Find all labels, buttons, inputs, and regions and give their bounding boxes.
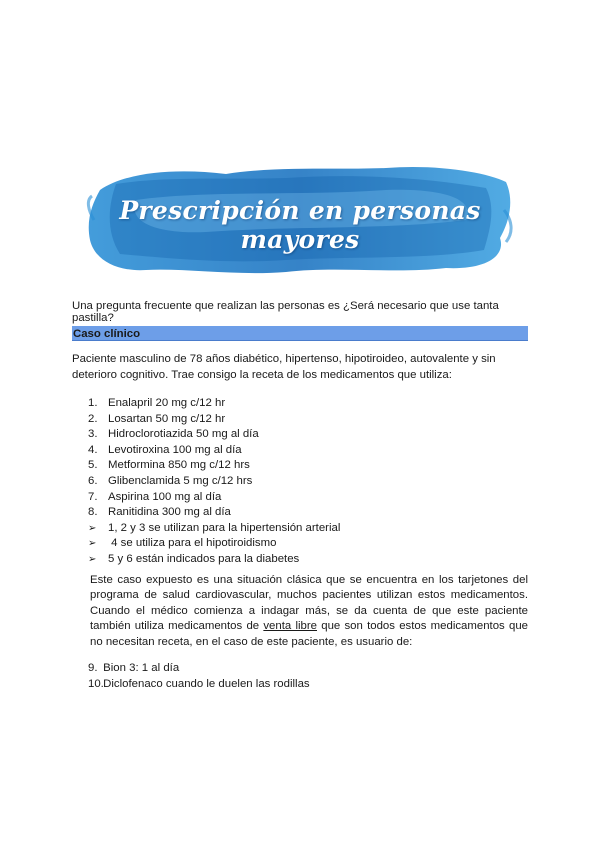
list-item: 5. Metformina 850 mg c/12 hrs bbox=[88, 459, 250, 472]
list-item: 1. Enalapril 20 mg c/12 hr bbox=[88, 397, 226, 409]
list-item: 2. Losartan 50 mg c/12 hr bbox=[88, 412, 226, 425]
list-item: 8. Ranitidina 300 mg al día bbox=[88, 506, 231, 519]
list-item: 3. Hidroclorotiazida 50 mg al día bbox=[88, 428, 259, 441]
otc-medication-list bbox=[88, 660, 310, 692]
case-heading-bar bbox=[72, 326, 528, 341]
note-item: ➢ 1, 2 y 3 se utilizan para la hipertensión arterial bbox=[88, 521, 340, 537]
explanation-paragraph: Este caso expuesto es una situación clásica que se encuentra en los tarjetones del programa de salud cardiovascular, muchos pacientes utilizan estos medicamentos. Cuando el médico comienza a indagar más, se da cuenta de que este paciente también utiliza medicamentos de venta libre que son todos estos medicamentos que no necesitan receta, en el caso de este paciente, es usuario de: bbox=[90, 574, 528, 648]
case-description: Paciente masculino de 78 años diabético, hipertenso, hipotiroideo, autovalente y sin deterioro cognitivo. Trae consigo la receta de los medicamentos que utiliza: bbox=[72, 353, 496, 381]
list-item: 4. Levotiroxina 100 mg al día bbox=[88, 443, 242, 456]
arrow-bullet-icon: ➢ bbox=[88, 538, 97, 550]
list-item: 10. Diclofenaco cuando le duelen las rodillas bbox=[88, 678, 310, 690]
list-item: 9. Bion 3: 1 al día bbox=[88, 662, 180, 674]
banner-title: Prescripción en personas mayores bbox=[119, 196, 481, 254]
medication-list bbox=[88, 396, 340, 568]
list-item: 6. Glibenclamida 5 mg c/12 hrs bbox=[88, 474, 253, 487]
arrow-bullet-icon: ➢ bbox=[88, 522, 97, 534]
title-banner bbox=[86, 160, 514, 278]
note-item: ➢ 4 se utiliza para el hipotiroidismo bbox=[88, 536, 340, 552]
note-item: ➢ 5 y 6 están indicados para la diabetes bbox=[88, 552, 340, 568]
otc-term: venta libre bbox=[263, 620, 317, 633]
intro-question: Una pregunta frecuente que realizan las personas es ¿Será necesario que use tanta pastilla? bbox=[72, 300, 499, 324]
case-heading: Caso clínico bbox=[73, 328, 141, 340]
list-item: 7. Aspirina 100 mg al día bbox=[88, 490, 222, 503]
arrow-bullet-icon: ➢ bbox=[88, 553, 97, 565]
